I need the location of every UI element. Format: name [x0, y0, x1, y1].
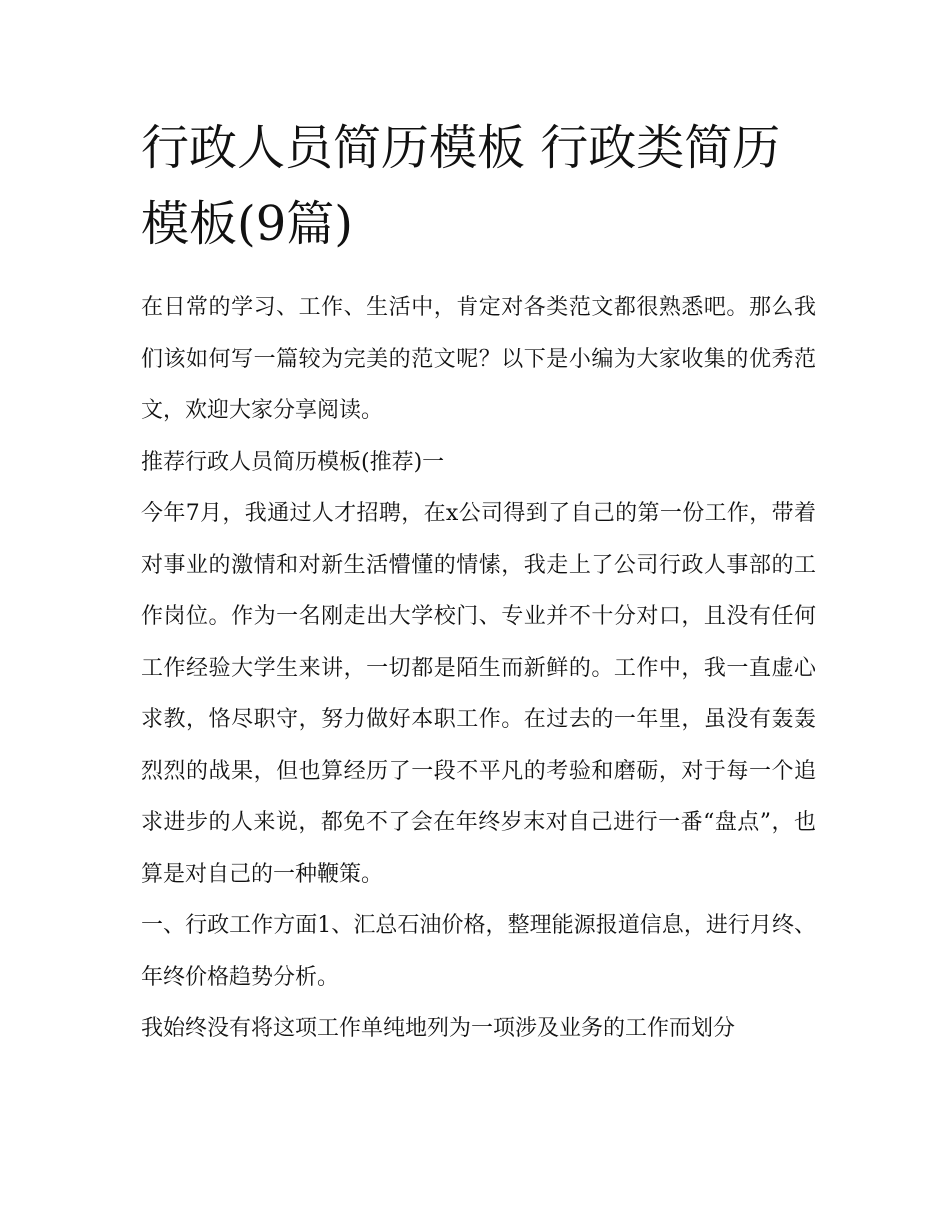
intro-paragraph: 在日常的学习、工作、生活中，肯定对各类范文都很熟悉吧。那么我们该如何写一篇较为完美的范文呢？以下是小编为大家收集的优秀范文，欢迎大家分享阅读。 [141, 295, 816, 423]
admin-work-paragraph: 一、行政工作方面1、汇总石油价格，整理能源报道信息，进行月终、年终价格趋势分析。 [141, 913, 816, 990]
document-body [141, 282, 816, 1055]
body-paragraph: 今年7月，我通过人才招聘，在x公司得到了自己的第一份工作，带着对事业的激情和对新生活懵懂的情愫，我走上了公司行政人事部的工作岗位。作为一名刚走出大学校门、专业并不十分对口，且没有任何工作经验大学生来讲，一切都是陌生而新鲜的。工作中，我一直虚心求教，恪尽职守，努力做好本职工作。在过去的一年里，虽没有轰轰烈烈的战果，但也算经历了一段不平凡的考验和磨砺，对于每一个追求进步的人来说，都免不了会在年终岁末对自己进行一番“盘点”，也算是对自己的一种鞭策。 [141, 501, 816, 887]
document-title: 行政人员简历模板 行政类简历模板(9篇) [141, 120, 781, 252]
body-paragraph-continued: 我始终没有将这项工作单纯地列为一项涉及业务的工作而划分 [141, 1016, 736, 1041]
section-heading: 推荐行政人员简历模板(推荐)一 [141, 449, 445, 475]
document-page [141, 0, 816, 1055]
